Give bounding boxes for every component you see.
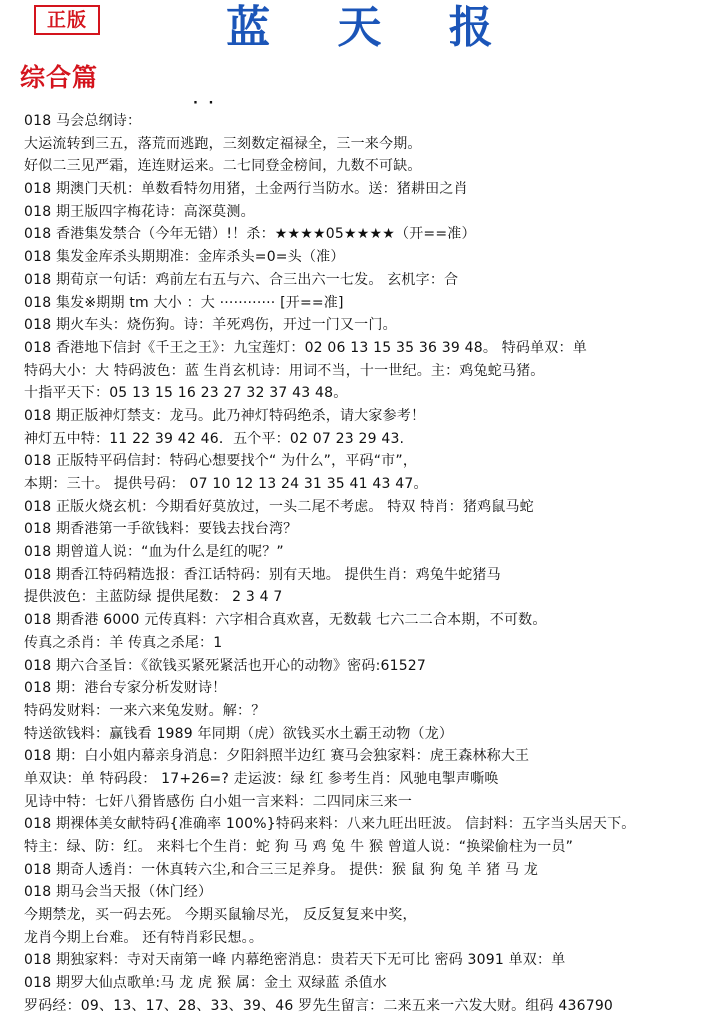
text-line: 018 期罗大仙点歌单:马 龙 虎 猴 属：金土 双绿蓝 杀值水: [24, 975, 387, 992]
text-line: 今期禁龙，买一码去死。 今期买鼠输尽光， 反反复复来中奖，: [24, 907, 417, 924]
text-line: 018 期曾道人说：“血为什么是红的呢？”: [24, 544, 284, 561]
text-line: 大运流转到三五，落荒而逃跑，三刻数定福禄全，三一来今期。: [24, 135, 422, 152]
text-line: 018 集发金库杀头期期准：金库杀头=0=头（准）: [24, 249, 345, 266]
text-line: 龙肖今期上台难。 还有特肖彩民想。。: [24, 929, 264, 946]
text-line: 见诗中特：七奸八猾皆感伤 白小姐一言来料：二四同床三来一: [24, 793, 413, 810]
text-line: 特码大小：大 特码波色：蓝 生肖玄机诗：用词不当，十一世纪。主：鸡兔蛇马猪。: [24, 362, 545, 379]
text-line: 018 期澳门天机：单数看特勿用猪，土金两行当防水。送：猪耕田之肖: [24, 181, 468, 198]
text-line: 018 期香港第一手欲钱料：要钱去找台湾？: [24, 521, 298, 538]
text-line: 018 期裸体美女献特码{准确率 100%}特码来料：八来九旺出旺波。 信封料：五字当头居天下。: [24, 816, 636, 833]
text-line: 单双诀：单 特码段： 17+26=? 走运波：绿 红 参考生肖：风驰电掣声嘶唤: [24, 770, 499, 787]
genuine-edition-stamp: 正版: [34, 5, 100, 35]
newspaper-title: 蓝 天 报: [226, 2, 519, 53]
text-line: 018 正版火烧玄机：今期看好莫放过，一头二尾不考虑。 特双 特肖：猪鸡鼠马蛇: [24, 498, 534, 515]
text-line: 特码发财料：一来六来兔发财。解：？: [24, 702, 266, 719]
text-line: 018 马会总纲诗：: [24, 113, 142, 129]
section-title: 综合篇: [20, 63, 99, 92]
text-line: 罗码经：09、13、17、28、33、39、46 罗先生留言：二来五来一六发大财。组码 436790: [24, 997, 614, 1014]
text-line: 018 集发※期期 tm 大小 ：大 ············ [开==准]: [24, 294, 344, 311]
text-line: 018 期奇人透肖：一休真转六尘,和合三三足养身。 提供：猴 鼠 狗 兔 羊 猪 马 龙: [24, 861, 539, 878]
text-line: 018 期香港 6000 元传真料：六字相合真欢喜，无数载 七六二二合本期，不可数。: [24, 612, 547, 629]
text-line: 特主：绿、防：红。 来料七个生肖：蛇 狗 马 鸡 兔 牛 猴 曾道人说：“换梁偷柱为一员”: [24, 839, 574, 855]
text-line: 特送欲钱料：赢钱看 1989 年同期（虎）欲钱买水土霸王动物（龙）: [24, 725, 454, 742]
article-body: [24, 110, 714, 1018]
decorative-dots: · ·: [193, 96, 217, 111]
text-line: 018 香港集发禁合（今年无错）!！杀：★★★★05★★★★（开==准）: [24, 226, 476, 243]
text-line: 018 期独家料：寺对天南第一峰 内幕绝密消息：贵若天下无可比 密码 3091 单双：单: [24, 952, 566, 969]
text-line: 018 期荀京一句话：鸡前左右五与六、合三出六一七发。 玄机字：合: [24, 271, 459, 288]
text-line: 018 期正版神灯禁支：龙马。此乃神灯特码绝杀，请大家参考！: [24, 407, 426, 424]
text-line: 好似二三见严霜，连连财运来。二七同登金榜间，九数不可缺。: [24, 158, 422, 175]
text-line: 018 期王版四字梅花诗：高深莫测。: [24, 203, 255, 220]
text-line: 018 期：港台专家分析发财诗！: [24, 680, 227, 697]
text-line: 018 期六合圣旨：《欲钱买紧死紧活也开心的动物》密码:61527: [24, 657, 427, 674]
text-line: 十指平天下：05 13 15 16 23 27 32 37 43 48。: [24, 385, 348, 402]
text-line: 提供波色：主蓝防绿 提供尾数： 2 3 4 7: [24, 589, 283, 606]
text-line: 传真之杀肖：羊 传真之杀尾：1: [24, 634, 223, 651]
text-line: 018 期火车头：烧伤狗。诗：羊死鸡伤，开过一门又一门。: [24, 317, 397, 334]
text-line: 018 期香江特码精选报：香江话特码：别有天地。 提供生肖：鸡兔牛蛇猪马: [24, 566, 501, 583]
text-line: 神灯五中特：11 22 39 42 46．五个平：02 07 23 29 43.: [24, 430, 405, 447]
text-line: 018 期马会当天报（休门经）: [24, 884, 213, 901]
text-line: 018 期：白小姐内幕亲身消息：夕阳斜照半边红 赛马会独家料：虎王森林称大王: [24, 748, 530, 765]
text-line: 本期：三十。 提供号码： 07 10 12 13 24 31 35 41 43 47。: [24, 476, 428, 492]
text-line: 018 正版特平码信封：特码心想要找个“ 为什么”，平码“市”，: [24, 453, 418, 470]
text-line: 018 香港地下信封《千王之王》：九宝莲灯：02 06 13 15 35 36 39 48。 特码单双：单: [24, 339, 587, 356]
